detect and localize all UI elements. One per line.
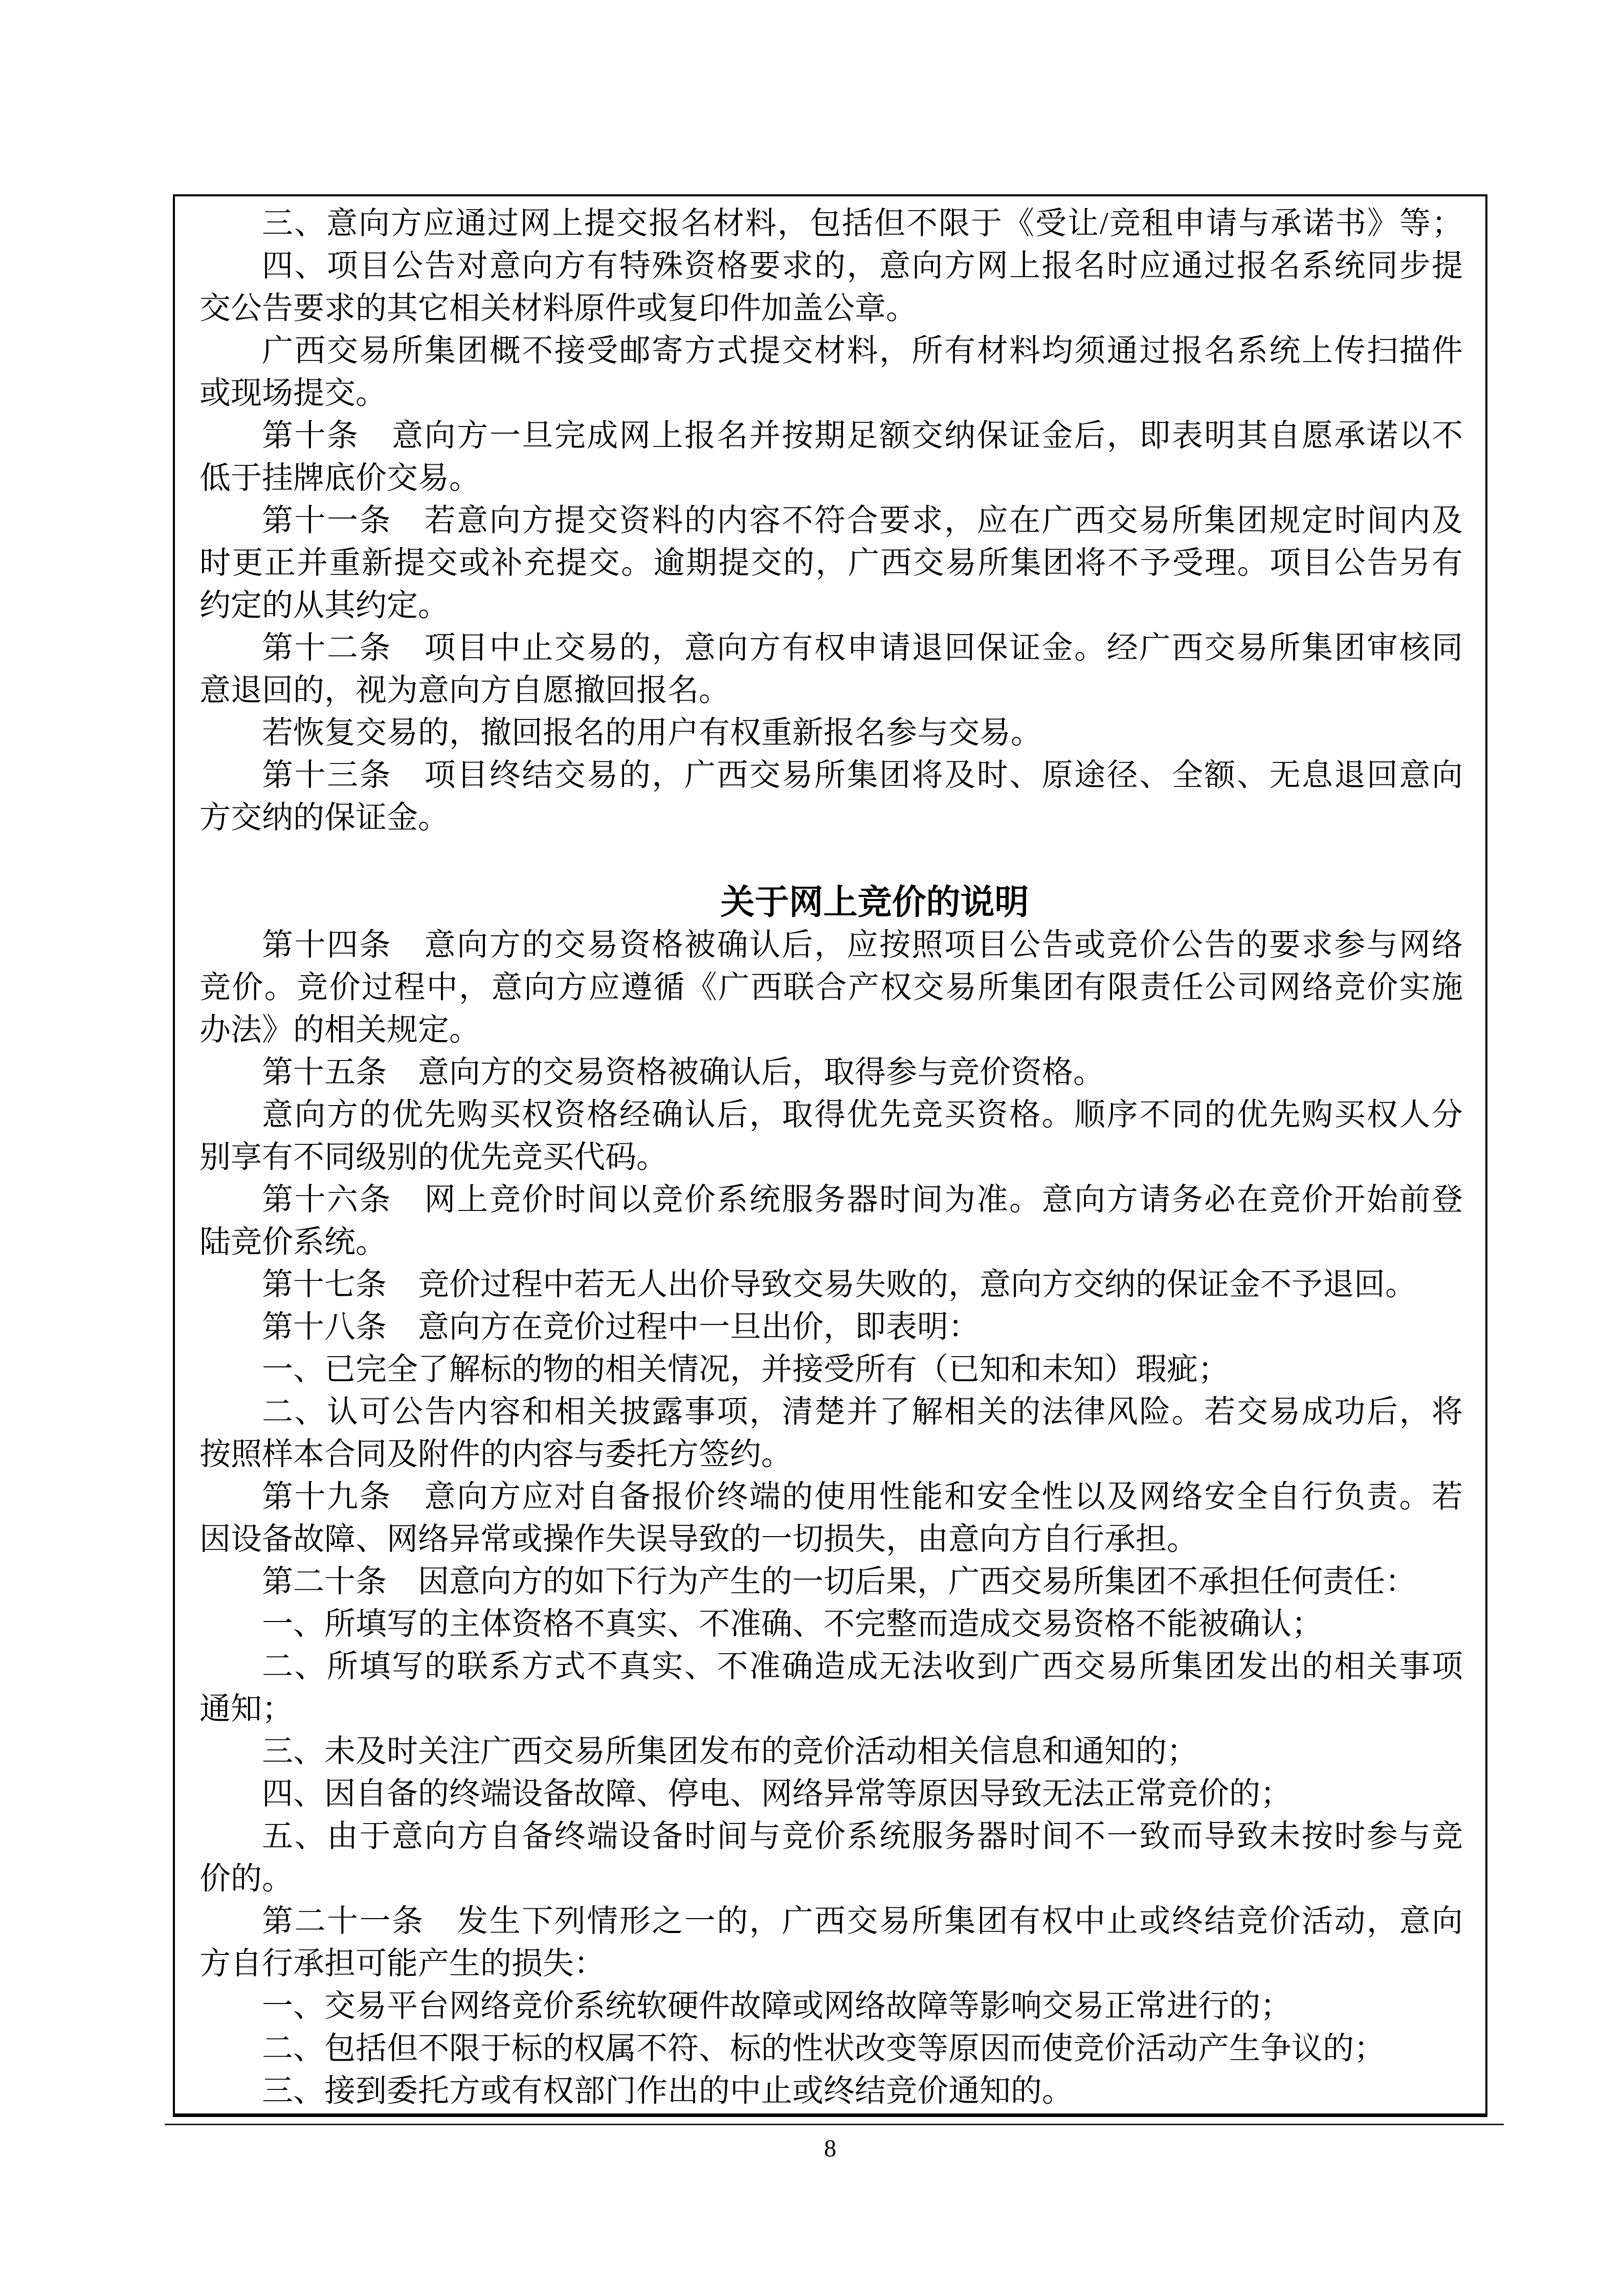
text-line: 第十九条 意向方应对自备报价终端的使用性能和安全性以及网络安全自行负责。若 (262, 1480, 1463, 1514)
text-line: 一、所填写的主体资格不真实、不准确、不完整而造成交易资格不能被确认； (262, 1607, 1323, 1641)
text-line: 若恢复交易的，撤回报名的用户有权重新报名参与交易。 (262, 716, 1042, 750)
text-line: 二、包括但不限于标的权属不符、标的性状改变等原因而使竞价活动产生争议的； (262, 2032, 1386, 2066)
text-line: 第十一条 若意向方提交资料的内容不符合要求，应在广西交易所集团规定时间内及 (262, 504, 1463, 538)
text-line: 因设备故障、网络异常或操作失误导致的一切损失，由意向方自行承担。 (199, 1522, 1198, 1557)
text-line: 三、未及时关注广西交易所集团发布的竞价活动相关信息和通知的； (262, 1735, 1198, 1769)
text-line: 三、接到委托方或有权部门作出的中止或终结竞价通知的。 (262, 2074, 1074, 2108)
text-line: 办法》的相关规定。 (199, 1013, 481, 1047)
text-line: 第十六条 网上竞价时间以竞价系统服务器时间为准。意向方请务必在竞价开始前登 (262, 1183, 1463, 1217)
text-line: 别享有不同级别的优先竞买代码。 (199, 1140, 668, 1175)
text-line: 方自行承担可能产生的损失： (199, 1947, 606, 1981)
text-line: 第十二条 项目中止交易的，意向方有权申请退回保证金。经广西交易所集团审核同 (262, 631, 1463, 665)
text-line: 四、项目公告对意向方有特殊资格要求的，意向方网上报名时应通过报名系统同步提 (262, 249, 1463, 283)
text-line: 三、意向方应通过网上提交报名材料，包括但不限于《受让/竞租申请与承诺书》等； (262, 207, 1463, 241)
text-line: 或现场提交。 (199, 376, 387, 411)
text-line: 第二十一条 发生下列情形之一的，广西交易所集团有权中止或终结竞价活动，意向 (262, 1904, 1463, 1939)
text-line: 二、认可公告内容和相关披露事项，清楚并了解相关的法律风险。若交易成功后，将 (262, 1395, 1463, 1429)
text-line: 广西交易所集团概不接受邮寄方式提交材料，所有材料均须通过报名系统上传扫描件 (262, 334, 1463, 368)
text-line: 意退回的，视为意向方自愿撤回报名。 (199, 673, 730, 708)
text-line: 二、所填写的联系方式不真实、不准确造成无法收到广西交易所集团发出的相关事项 (262, 1650, 1463, 1684)
text-line: 第十四条 意向方的交易资格被确认后，应按照项目公告或竞价公告的要求参与网络 (262, 928, 1463, 962)
text-line: 价的。 (199, 1862, 294, 1896)
document-body-text (199, 202, 1463, 2112)
text-line: 意向方的优先购买权资格经确认后，取得优先竞买资格。顺序不同的优先购买权人分 (262, 1098, 1463, 1132)
text-line: 方交纳的保证金。 (199, 801, 450, 835)
scan-artifact-line (165, 2124, 1504, 2125)
text-line: 第二十条 因意向方的如下行为产生的一切后果，广西交易所集团不承担任何责任： (262, 1565, 1417, 1599)
text-line: 四、因自备的终端设备故障、停电、网络异常等原因导致无法正常竞价的； (262, 1777, 1292, 1811)
text-line: 一、交易平台网络竞价系统软硬件故障或网络故障等影响交易正常进行的； (262, 1989, 1292, 2023)
blank-line (199, 839, 1463, 882)
text-line: 通知； (199, 1692, 294, 1726)
text-line: 第十八条 意向方在竞价过程中一旦出价，即表明： (262, 1310, 980, 1344)
text-line: 一、已完全了解标的物的相关情况，并接受所有（已知和未知）瑕疵； (262, 1353, 1230, 1387)
text-line: 第十七条 竞价过程中若无人出价导致交易失败的，意向方交纳的保证金不予退回。 (262, 1268, 1417, 1302)
content-border-box (173, 194, 1487, 2117)
text-line: 按照样本合同及附件的内容与委托方签约。 (199, 1437, 793, 1472)
text-line: 时更正并重新提交或补充提交。逾期提交的，广西交易所集团将不予受理。项目公告另有 (199, 546, 1463, 580)
text-line: 低于挂牌底价交易。 (199, 461, 481, 496)
text-line: 交公告要求的其它相关材料原件或复印件加盖公章。 (199, 291, 918, 326)
section-heading: 关于网上竞价的说明 (720, 884, 1029, 921)
text-line: 竞价。竞价过程中，意向方应遵循《广西联合产权交易所集团有限责任公司网络竞价实施 (199, 971, 1463, 1005)
text-line: 第十条 意向方一旦完成网上报名并按期足额交纳保证金后，即表明其自愿承诺以不 (262, 419, 1463, 453)
text-line: 五、由于意向方自备终端设备时间与竞价系统服务器时间不一致而导致未按时参与竞 (262, 1819, 1463, 1854)
text-line: 约定的从其约定。 (199, 589, 450, 623)
text-line: 第十三条 项目终结交易的，广西交易所集团将及时、原途径、全额、无息退回意向 (262, 758, 1463, 793)
text-line: 陆竞价系统。 (199, 1225, 387, 1259)
text-line: 第十五条 意向方的交易资格被确认后，取得参与竞价资格。 (262, 1055, 1105, 1090)
page-number: 8 (824, 2135, 836, 2162)
